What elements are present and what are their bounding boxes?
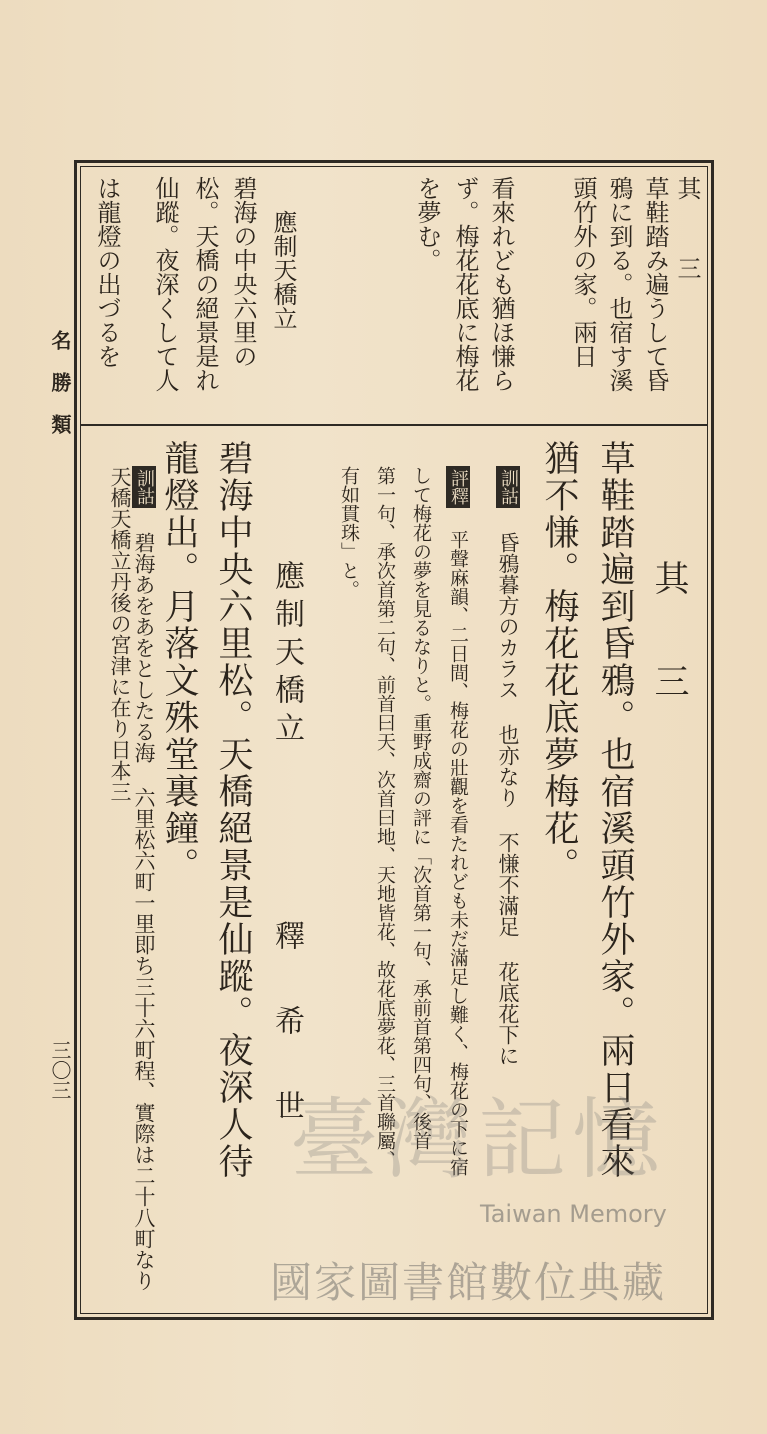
hyoshaku-text-1: 平聲麻韻、二日間、梅花の壯觀を看たれども未だ滿足し難く、梅花の下に宿 <box>447 530 469 1176</box>
poem2-line-1: 碧海中央六里松。天橋絕景是仙蹤。夜深人待 <box>213 440 253 1180</box>
top-line-1: 其 三 <box>673 176 701 294</box>
kunko-text: 昏鴉暮方のカラス 也亦なり 不慊不滿足 花底花下に <box>496 532 520 1066</box>
top-line-3: 鴉に到る。也宿す溪 <box>605 176 633 392</box>
kunko2-label: 訓詁 <box>132 466 156 508</box>
section-divider <box>80 424 708 426</box>
hyoshaku-line-2: して梅花の夢を見るなりと。重野成齋の評に「次首第一句、承前首第四句、後首 <box>410 466 432 1150</box>
top-poem2-line-4: は龍燈の出づるを <box>93 176 121 368</box>
watermark-logo: 臺灣記憶 <box>290 1088 667 1191</box>
watermark-latin: Taiwan Memory <box>480 1200 667 1228</box>
hyoshaku-line-4: 有如貫珠」と。 <box>338 466 360 599</box>
poem-number: 其 三 <box>649 560 689 712</box>
category-label: 名勝類 <box>48 330 72 456</box>
top-line-4: 頭竹外の家。兩日 <box>569 176 597 368</box>
kunko-block <box>496 466 520 1066</box>
poem2-title: 應制天橋立 <box>269 560 304 750</box>
top-poem2-line-3: 仙蹤。夜深くして人 <box>151 176 179 392</box>
hyoshaku-label: 評釋 <box>446 466 470 508</box>
kunko2-block <box>108 466 156 1302</box>
poem-line-2: 猶不慊。梅花花底夢梅花。 <box>539 440 579 884</box>
top-line-5: 看來れども猶ほ慊ら <box>487 176 515 392</box>
top-poem2-title: 應制天橋立 <box>269 210 297 330</box>
poem2-line-2: 龍燈出。月落文殊堂裏鐘。 <box>159 440 199 884</box>
hyoshaku-line-3: 第一句、承次首第二句、前首曰天、次首曰地、天地皆花、故花底夢花、三首聯屬、 <box>374 466 396 1169</box>
poem-line-1: 草鞋踏遍到昏鴉。也宿溪頭竹外家。兩日看來 <box>595 440 635 1180</box>
kunko-label: 訓詁 <box>496 466 520 508</box>
top-line-2: 草鞋踏み遍うして昏 <box>641 176 669 392</box>
kunko2-text: 碧海あをあをとしたる海 六里松六町一里即ち三十六町程、實際は二十八町なり 天橋天橋立丹後の宮津に在り日本三 <box>108 466 156 1291</box>
top-line-7: を夢む。 <box>413 176 441 272</box>
top-poem2-line-1: 碧海の中央六里の <box>229 176 257 368</box>
page-number: 三〇三 <box>48 1040 72 1100</box>
top-line-6: ず。梅花花底に梅花 <box>451 176 479 392</box>
watermark-institution: 國家圖書館數位典藏 <box>270 1258 667 1307</box>
top-poem2-line-2: 松。天橋の絕景是れ <box>191 176 219 392</box>
poem2-author: 釋 希 世 <box>269 920 304 1130</box>
